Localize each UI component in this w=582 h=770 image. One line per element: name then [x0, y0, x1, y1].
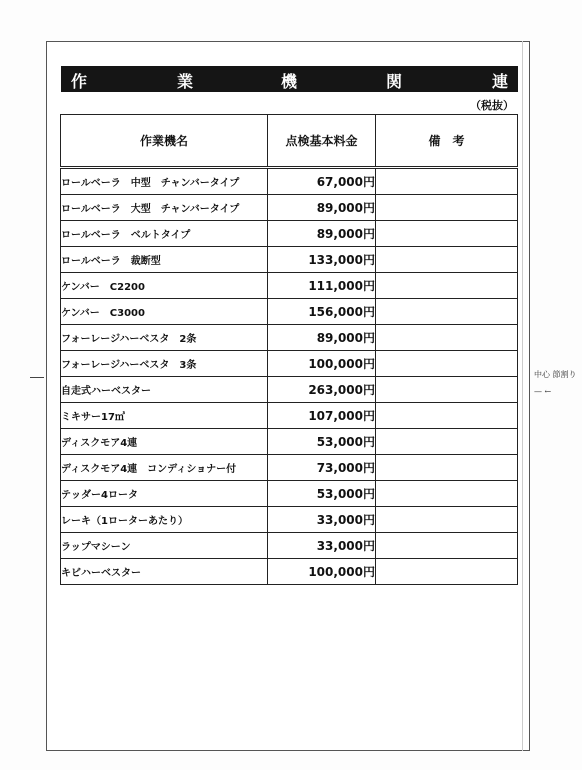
- cell-remarks: [376, 299, 518, 325]
- table-row: [61, 429, 518, 455]
- cell-base-fee: 53,000円: [268, 481, 376, 507]
- table-row: [61, 559, 518, 585]
- title-bar: [61, 66, 518, 92]
- cell-remarks: [376, 221, 518, 247]
- cell-remarks: [376, 195, 518, 221]
- cell-machine-name: ロールベーラ 大型 チャンバータイプ: [61, 195, 268, 221]
- cell-base-fee: 100,000円: [268, 559, 376, 585]
- title-char-5: 連: [492, 72, 509, 91]
- table-row: [61, 247, 518, 273]
- cell-base-fee: 33,000円: [268, 507, 376, 533]
- cell-remarks: [376, 455, 518, 481]
- cell-base-fee: 100,000円: [268, 351, 376, 377]
- cell-base-fee: 33,000円: [268, 533, 376, 559]
- title-char-3: 機: [281, 72, 298, 91]
- handwritten-annotation: 中心 節割り: [534, 370, 577, 379]
- cell-remarks: [376, 377, 518, 403]
- title-char-1: 作: [71, 72, 88, 91]
- table-row: [61, 507, 518, 533]
- table-row: [61, 325, 518, 351]
- cell-machine-name: ディスクモア4連: [61, 429, 268, 455]
- table-row: [61, 299, 518, 325]
- cell-remarks: [376, 351, 518, 377]
- cell-machine-name: ラップマシーン: [61, 533, 268, 559]
- cell-machine-name: フォーレージハーベスタ 3条: [61, 351, 268, 377]
- left-margin-mark: [30, 377, 44, 378]
- header-machine-name: 作業機名: [61, 115, 268, 168]
- table-row: [61, 195, 518, 221]
- table-row: [61, 481, 518, 507]
- cell-remarks: [376, 325, 518, 351]
- title-char-2: 業: [177, 72, 194, 91]
- table-row: [61, 533, 518, 559]
- cell-base-fee: 89,000円: [268, 325, 376, 351]
- cell-base-fee: 67,000円: [268, 168, 376, 195]
- cell-base-fee: 107,000円: [268, 403, 376, 429]
- cell-machine-name: ケンバー C3000: [61, 299, 268, 325]
- tax-note: （税抜）: [470, 99, 514, 112]
- cell-remarks: [376, 429, 518, 455]
- table-row: [61, 351, 518, 377]
- table-row: [61, 377, 518, 403]
- price-table: [60, 114, 518, 585]
- header-base-fee: 点検基本料金: [268, 115, 376, 168]
- cell-machine-name: フォーレージハーベスタ 2条: [61, 325, 268, 351]
- cell-machine-name: ロールベーラ ベルトタイプ: [61, 221, 268, 247]
- table-row: [61, 403, 518, 429]
- page-edge-line: [522, 41, 523, 751]
- cell-machine-name: テッダー4ロータ: [61, 481, 268, 507]
- cell-machine-name: ケンバー C2200: [61, 273, 268, 299]
- cell-machine-name: レーキ（1ローターあたり）: [61, 507, 268, 533]
- table-row: [61, 455, 518, 481]
- header-remarks: 備 考: [376, 115, 518, 168]
- cell-machine-name: キビハーベスター: [61, 559, 268, 585]
- cell-remarks: [376, 403, 518, 429]
- title-char-4: 関: [386, 72, 403, 91]
- cell-remarks: [376, 559, 518, 585]
- cell-base-fee: 89,000円: [268, 221, 376, 247]
- cell-machine-name: ディスクモア4連 コンディショナー付: [61, 455, 268, 481]
- cell-base-fee: 89,000円: [268, 195, 376, 221]
- cell-remarks: [376, 168, 518, 195]
- cell-remarks: [376, 273, 518, 299]
- cell-base-fee: 263,000円: [268, 377, 376, 403]
- table-row: [61, 221, 518, 247]
- cell-machine-name: ロールベーラ 裁断型: [61, 247, 268, 273]
- cell-machine-name: ミキサー17㎥: [61, 403, 268, 429]
- cell-remarks: [376, 247, 518, 273]
- cell-base-fee: 133,000円: [268, 247, 376, 273]
- cell-base-fee: 53,000円: [268, 429, 376, 455]
- table-header-row: [61, 115, 518, 168]
- cell-machine-name: ロールベーラ 中型 チャンバータイプ: [61, 168, 268, 195]
- cell-base-fee: 73,000円: [268, 455, 376, 481]
- cell-remarks: [376, 481, 518, 507]
- cell-base-fee: 111,000円: [268, 273, 376, 299]
- table-row: [61, 273, 518, 299]
- table-row: [61, 168, 518, 195]
- handwritten-annotation-arrow: — ←: [534, 387, 552, 396]
- cell-remarks: [376, 507, 518, 533]
- cell-machine-name: 自走式ハーベスター: [61, 377, 268, 403]
- cell-base-fee: 156,000円: [268, 299, 376, 325]
- cell-remarks: [376, 533, 518, 559]
